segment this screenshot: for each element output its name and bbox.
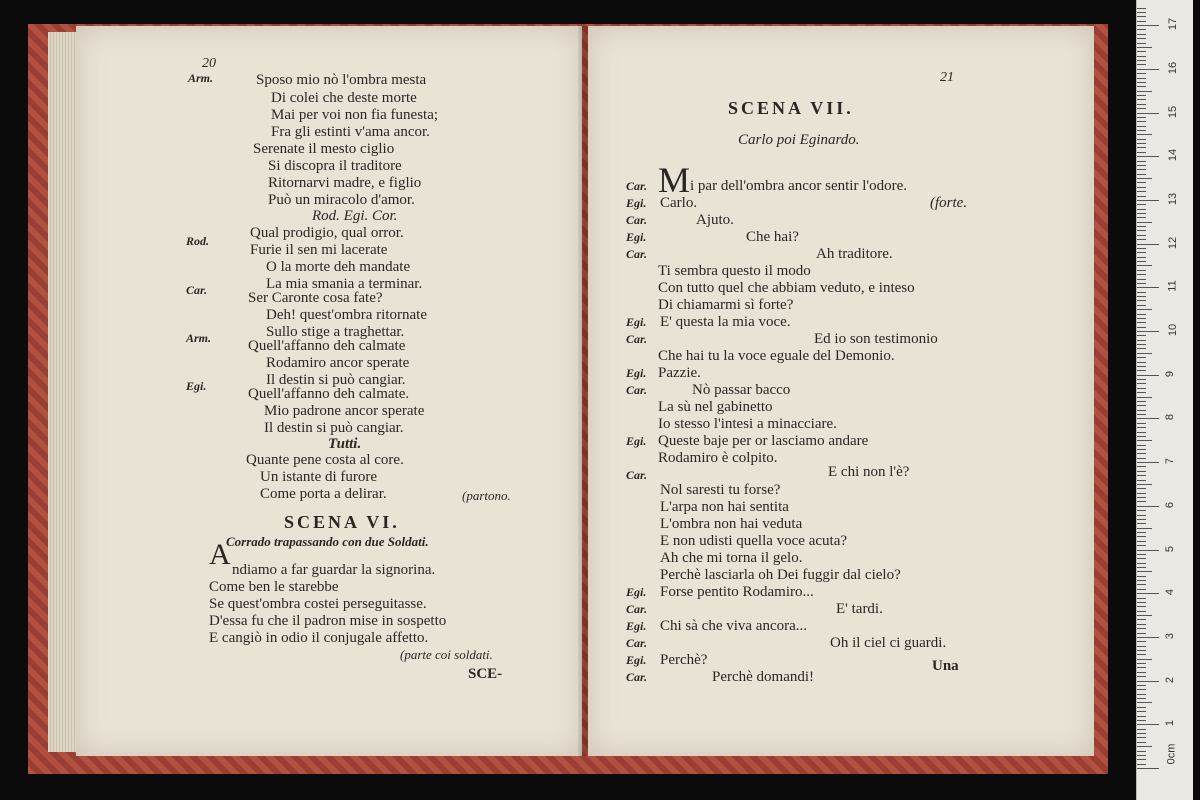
ruler-tick: [1137, 768, 1159, 769]
ruler-tick: [1137, 178, 1152, 179]
ruler-tick: [1137, 375, 1159, 376]
ruler-tick: [1137, 182, 1146, 183]
ruler-tick: [1137, 733, 1146, 734]
ruler-tick: [1137, 702, 1152, 703]
dialogue-line: La sù nel gabinetto: [658, 399, 773, 415]
ruler-tick: [1137, 567, 1146, 568]
verse-line: Quante pene costa al core.: [246, 452, 404, 468]
ruler-tick: [1137, 21, 1146, 22]
ruler-tick: [1137, 344, 1146, 345]
ruler-tick: [1137, 589, 1146, 590]
speaker-label: Egi.: [626, 315, 647, 329]
ruler-tick: [1137, 764, 1146, 765]
ruler-number: 4: [1164, 589, 1177, 596]
ruler-tick: [1137, 357, 1146, 358]
ruler-tick: [1137, 593, 1159, 594]
dialogue-line: Nò passar bacco: [692, 382, 791, 398]
dialogue-line: Di chiamarmi sì forte?: [658, 297, 794, 313]
ruler-tick: [1137, 287, 1159, 288]
stage-direction: (parte coi soldati.: [400, 647, 493, 662]
ruler-tick: [1137, 480, 1146, 481]
ruler-tick: [1137, 279, 1146, 280]
ruler-tick: [1137, 239, 1146, 240]
dialogue-line: Rodamiro è colpito.: [658, 450, 778, 466]
ruler-tick: [1137, 685, 1146, 686]
ruler-tick: [1137, 397, 1152, 398]
verse-line: Quell'affanno deh calmate: [248, 338, 406, 354]
right-page: [588, 26, 1094, 756]
ruler-tick: [1137, 667, 1146, 668]
ruler-tick: [1137, 475, 1146, 476]
stage-direction: (forte.: [930, 195, 968, 211]
ruler-tick: [1137, 322, 1146, 323]
ruler-tick: [1137, 523, 1146, 524]
ruler-tick: [1137, 746, 1152, 747]
ruler-unit-label: 0cm: [1165, 743, 1178, 765]
ruler-tick: [1137, 147, 1146, 148]
ruler-tick: [1137, 353, 1152, 354]
ruler-tick: [1137, 624, 1146, 625]
ruler-number: 7: [1164, 458, 1177, 465]
dialogue-line: E' questa la mia voce.: [660, 314, 791, 330]
ruler-tick: [1137, 506, 1159, 507]
dialogue-line: Perchè domandi!: [712, 669, 815, 685]
ruler-tick: [1137, 724, 1159, 725]
ruler-tick: [1137, 261, 1146, 262]
ruler-number: 15: [1167, 105, 1180, 118]
ruler-tick: [1137, 86, 1146, 87]
ruler-tick: [1137, 449, 1146, 450]
dialogue-line: E non udisti quella voce acuta?: [660, 533, 848, 549]
ruler-tick: [1137, 611, 1146, 612]
speaker-label: Car.: [626, 332, 648, 346]
ruler-number: 3: [1164, 632, 1177, 639]
verse-line: O la morte deh mandate: [266, 259, 411, 275]
ruler-tick: [1137, 139, 1146, 140]
ruler-tick: [1137, 646, 1146, 647]
ensemble-label: Tutti.: [328, 436, 362, 452]
speaker-label: Rod.: [186, 234, 210, 248]
ruler-tick: [1137, 143, 1146, 144]
ruler-tick: [1137, 244, 1159, 245]
ruler-tick: [1137, 43, 1146, 44]
verse-line: Serenate il mesto ciglio: [253, 141, 395, 157]
ruler-tick: [1137, 78, 1146, 79]
measurement-ruler: [1136, 0, 1193, 800]
ruler-tick: [1137, 174, 1146, 175]
speaker-label: Arm.: [186, 331, 212, 345]
verse-line: Furie il sen mi lacerate: [250, 242, 388, 258]
ruler-tick: [1137, 436, 1146, 437]
speaker-label: Egi.: [626, 366, 647, 380]
dialogue-line: Perchè lasciarla oh Dei fuggir dal cielo?: [660, 567, 901, 583]
prose-line: D'essa fu che il padron mise in sospetto: [209, 613, 447, 629]
dialogue-line: Nol saresti tu forse?: [660, 482, 781, 498]
ruler-tick: [1137, 663, 1146, 664]
ruler-tick: [1137, 619, 1146, 620]
ruler-tick: [1137, 29, 1146, 30]
dialogue-line: Forse pentito Rodamiro...: [660, 584, 814, 600]
ruler-tick: [1137, 314, 1146, 315]
dialogue-line: Con tutto quel che abbiam veduto, e inteso: [658, 280, 915, 296]
dialogue-line: Carlo.: [660, 195, 698, 211]
ruler-tick: [1137, 497, 1146, 498]
ruler-number: 1: [1164, 720, 1177, 727]
ruler-tick: [1137, 637, 1159, 638]
ruler-tick: [1137, 650, 1146, 651]
verse-line: Sposo mio nò l'ombra mesta: [256, 72, 427, 88]
ruler-tick: [1137, 257, 1146, 258]
page-edges: [48, 32, 78, 752]
dialogue-line: Che hai?: [746, 229, 799, 245]
verse-line: Mio padrone ancor sperate: [264, 403, 425, 419]
ruler-number: 9: [1164, 370, 1177, 377]
ruler-tick: [1137, 113, 1159, 114]
drop-cap: M: [658, 160, 691, 200]
dialogue-line: Ah che mi torna il gelo.: [660, 550, 803, 566]
ruler-tick: [1137, 309, 1152, 310]
ruler-tick: [1137, 161, 1146, 162]
ruler-tick: [1137, 711, 1146, 712]
dialogue-line: Ah traditore.: [816, 246, 893, 262]
ruler-tick: [1137, 204, 1146, 205]
ruler-number: 14: [1167, 149, 1180, 162]
ruler-tick: [1137, 681, 1159, 682]
ruler-tick: [1137, 541, 1146, 542]
ruler-tick: [1137, 187, 1146, 188]
ruler-tick: [1137, 108, 1146, 109]
ruler-tick: [1137, 226, 1146, 227]
speaker-label: Egi.: [626, 653, 647, 667]
dialogue-line: Io stesso l'intesi a minacciare.: [658, 416, 837, 432]
ruler-tick: [1137, 720, 1146, 721]
ruler-tick: [1137, 659, 1152, 660]
speaker-label: Car.: [626, 670, 648, 684]
ruler-tick: [1137, 672, 1146, 673]
ruler-tick: [1137, 466, 1146, 467]
ruler-tick: [1137, 235, 1146, 236]
verse-line: Un istante di furore: [260, 469, 378, 485]
ruler-tick: [1137, 335, 1146, 336]
ruler-tick: [1137, 558, 1146, 559]
ruler-tick: [1137, 95, 1146, 96]
ruler-number: 5: [1164, 545, 1177, 552]
speaker-label: Car.: [186, 283, 208, 297]
speaker-label: Egi.: [626, 619, 647, 633]
ruler-tick: [1137, 689, 1146, 690]
ruler-tick: [1137, 423, 1146, 424]
verse-line: Può un miracolo d'amor.: [268, 192, 415, 208]
page-number: 21: [940, 70, 954, 85]
ruler-tick: [1137, 340, 1146, 341]
ruler-tick: [1137, 510, 1146, 511]
verse-line: Si discopra il traditore: [268, 158, 402, 174]
ruler-tick: [1137, 388, 1146, 389]
ruler-tick: [1137, 462, 1159, 463]
ruler-tick: [1137, 130, 1146, 131]
ruler-tick: [1137, 410, 1146, 411]
ensemble-label: Rod. Egi. Cor.: [312, 208, 398, 224]
ruler-tick: [1137, 12, 1146, 13]
speaker-label: Car.: [626, 602, 648, 616]
dialogue-line: L'arpa non hai sentita: [660, 499, 789, 515]
ruler-tick: [1137, 56, 1146, 57]
verse-line: Quell'affanno deh calmate.: [248, 386, 410, 402]
ruler-tick: [1137, 641, 1146, 642]
ruler-number: 16: [1167, 61, 1180, 74]
ruler-tick: [1137, 563, 1146, 564]
ruler-number: 6: [1164, 501, 1177, 508]
verse-line: Ser Caronte cosa fate?: [248, 290, 383, 306]
ruler-tick: [1137, 751, 1146, 752]
ruler-tick: [1137, 716, 1146, 717]
ruler-tick: [1137, 528, 1152, 529]
ruler-number: 8: [1164, 414, 1177, 421]
speaker-label: Arm.: [188, 71, 214, 85]
ruler-tick: [1137, 270, 1146, 271]
ruler-tick: [1137, 331, 1159, 332]
verse-line: Il destin si può cangiar.: [264, 420, 404, 436]
verse-line: Fra gli estinti v'ama ancor.: [271, 124, 430, 140]
ruler-tick: [1137, 73, 1146, 74]
ruler-tick: [1137, 217, 1146, 218]
ruler-tick: [1137, 156, 1159, 157]
ruler-tick: [1137, 737, 1146, 738]
dialogue-line: E chi non l'è?: [828, 464, 910, 480]
ruler-tick: [1137, 265, 1152, 266]
dialogue-line: i par dell'ombra ancor sentir l'odore.: [690, 178, 907, 194]
ruler-tick: [1137, 392, 1146, 393]
speaker-label: Egi.: [626, 230, 647, 244]
ruler-tick: [1137, 536, 1146, 537]
ruler-tick: [1137, 248, 1146, 249]
ruler-tick: [1137, 82, 1146, 83]
speaker-label: Egi.: [186, 379, 207, 393]
ruler-tick: [1137, 134, 1152, 135]
ruler-tick: [1137, 296, 1146, 297]
ruler-tick: [1137, 471, 1146, 472]
ruler-tick: [1137, 91, 1152, 92]
prose-line: Come ben le starebbe: [209, 579, 339, 595]
speaker-label: Egi.: [626, 585, 647, 599]
ruler-tick: [1137, 34, 1146, 35]
speaker-label: Car.: [626, 179, 648, 193]
ruler-tick: [1137, 200, 1159, 201]
left-page: [76, 26, 582, 756]
ruler-tick: [1137, 25, 1159, 26]
dialogue-line: Ajuto.: [696, 212, 734, 228]
ruler-tick: [1137, 230, 1146, 231]
ruler-tick: [1137, 126, 1146, 127]
ruler-tick: [1137, 16, 1146, 17]
ruler-tick: [1137, 427, 1146, 428]
page-number: 20: [202, 56, 216, 71]
ruler-tick: [1137, 414, 1146, 415]
ruler-tick: [1137, 274, 1146, 275]
ruler-tick: [1137, 676, 1146, 677]
ruler-tick: [1137, 370, 1146, 371]
verse-line: Come porta a delirar.: [260, 486, 387, 502]
ruler-tick: [1137, 401, 1146, 402]
ruler-tick: [1137, 418, 1159, 419]
ruler-number: 11: [1166, 280, 1179, 293]
ruler-number: 10: [1167, 323, 1180, 337]
ruler-tick: [1137, 628, 1146, 629]
ruler-number: 17: [1167, 17, 1180, 31]
speaker-label: Car.: [626, 636, 648, 650]
ruler-tick: [1137, 445, 1146, 446]
ruler-tick: [1137, 598, 1146, 599]
ruler-tick: [1137, 488, 1146, 489]
catchword: Una: [932, 658, 959, 674]
ruler-tick: [1137, 742, 1146, 743]
speaker-label: Egi.: [626, 196, 647, 210]
ruler-tick: [1137, 707, 1146, 708]
dialogue-line: E' tardi.: [836, 601, 883, 617]
scene-subtitle: Carlo poi Eginardo.: [738, 132, 860, 148]
ruler-tick: [1137, 121, 1146, 122]
ruler-tick: [1137, 453, 1146, 454]
ruler-tick: [1137, 196, 1146, 197]
ruler-tick: [1137, 519, 1146, 520]
ruler-tick: [1137, 755, 1146, 756]
ruler-tick: [1137, 69, 1159, 70]
ruler-tick: [1137, 432, 1146, 433]
dialogue-line: Ti sembra questo il modo: [658, 263, 811, 279]
ruler-tick: [1137, 362, 1146, 363]
dialogue-line: Perchè?: [660, 652, 708, 668]
scene-title: SCENA VII.: [728, 98, 854, 118]
verse-line: Mai per voi non fia funesta;: [271, 107, 439, 123]
ruler-tick: [1137, 51, 1146, 52]
ruler-tick: [1137, 484, 1152, 485]
ruler-number: 12: [1167, 236, 1180, 249]
scene-title: SCENA VI.: [284, 512, 400, 532]
ruler-tick: [1137, 222, 1152, 223]
ruler-tick: [1137, 584, 1146, 585]
speaker-label: Car.: [626, 468, 648, 482]
ruler-tick: [1137, 729, 1146, 730]
verse-line: Qual prodigio, qual orror.: [250, 225, 404, 241]
ruler-tick: [1137, 283, 1146, 284]
ruler-tick: [1137, 348, 1146, 349]
ruler-tick: [1137, 117, 1146, 118]
ruler-tick: [1137, 64, 1146, 65]
ruler-tick: [1137, 318, 1146, 319]
ruler-tick: [1137, 209, 1146, 210]
stage-direction: (partono.: [462, 488, 511, 503]
dialogue-line: Pazzie.: [658, 365, 701, 381]
dialogue-line: Queste baje per or lasciamo andare: [658, 433, 869, 449]
ruler-tick: [1137, 633, 1146, 634]
ruler-number: 13: [1167, 192, 1180, 206]
ruler-tick: [1137, 252, 1146, 253]
ruler-tick: [1137, 550, 1159, 551]
ruler-tick: [1137, 47, 1152, 48]
ruler-tick: [1137, 501, 1146, 502]
speaker-label: Car.: [626, 247, 648, 261]
ruler-tick: [1137, 571, 1152, 572]
ruler-tick: [1137, 165, 1146, 166]
ruler-tick: [1137, 440, 1152, 441]
dialogue-line: Che hai tu la voce eguale del Demonio.: [658, 348, 895, 364]
ruler-tick: [1137, 305, 1146, 306]
ruler-tick: [1137, 493, 1146, 494]
ruler-tick: [1137, 580, 1146, 581]
verse-line: Il destin si può cangiar.: [266, 372, 406, 388]
ruler-tick: [1137, 292, 1146, 293]
ruler-tick: [1137, 602, 1146, 603]
verse-line: La mia smania a terminar.: [266, 276, 423, 292]
ruler-tick: [1137, 8, 1146, 9]
drop-cap: A: [209, 538, 231, 571]
verse-line: Di colei che deste morte: [271, 90, 417, 106]
ruler-tick: [1137, 383, 1146, 384]
ruler-tick: [1137, 458, 1146, 459]
prose-line: Se quest'ombra costei perseguitasse.: [209, 596, 427, 612]
prose-line: E cangiò in odio il conjugale affetto.: [209, 630, 429, 646]
ruler-tick: [1137, 698, 1146, 699]
ruler-tick: [1137, 545, 1146, 546]
ruler-tick: [1137, 300, 1146, 301]
ruler-tick: [1137, 38, 1146, 39]
ruler-tick: [1137, 405, 1146, 406]
ruler-tick: [1137, 327, 1146, 328]
ruler-tick: [1137, 654, 1146, 655]
speaker-label: Car.: [626, 383, 648, 397]
ruler-tick: [1137, 379, 1146, 380]
ruler-tick: [1137, 759, 1146, 760]
dialogue-line: L'ombra non hai veduta: [660, 516, 803, 532]
ruler-tick: [1137, 191, 1146, 192]
dialogue-line: Ed io son testimonio: [814, 331, 938, 347]
ruler-tick: [1137, 60, 1146, 61]
ruler-tick: [1137, 104, 1146, 105]
verse-line: Deh! quest'ombra ritornate: [266, 307, 427, 323]
verse-line: Sullo stige a traghettar.: [266, 324, 405, 340]
ruler-tick: [1137, 532, 1146, 533]
ruler-tick: [1137, 99, 1146, 100]
ruler-tick: [1137, 615, 1152, 616]
ruler-tick: [1137, 576, 1146, 577]
catchword: SCE-: [468, 666, 503, 682]
speaker-label: Egi.: [626, 434, 647, 448]
ruler-tick: [1137, 515, 1146, 516]
ruler-tick: [1137, 554, 1146, 555]
ruler-tick: [1137, 694, 1146, 695]
scene-subtitle: Corrado trapassando con due Soldati.: [226, 534, 429, 549]
verse-line: Ritornarvi madre, e figlio: [268, 175, 422, 191]
ruler-tick: [1137, 152, 1146, 153]
ruler-tick: [1137, 213, 1146, 214]
speaker-label: Car.: [626, 213, 648, 227]
ruler-tick: [1137, 606, 1146, 607]
prose-line: ndiamo a far guardar la signorina.: [232, 562, 436, 578]
ruler-number: 2: [1164, 676, 1177, 683]
dialogue-line: Oh il ciel ci guardi.: [830, 635, 947, 651]
ruler-tick: [1137, 169, 1146, 170]
ruler-tick: [1137, 366, 1146, 367]
dialogue-line: Chi sà che viva ancora...: [660, 618, 808, 634]
verse-line: Rodamiro ancor sperate: [266, 355, 410, 371]
